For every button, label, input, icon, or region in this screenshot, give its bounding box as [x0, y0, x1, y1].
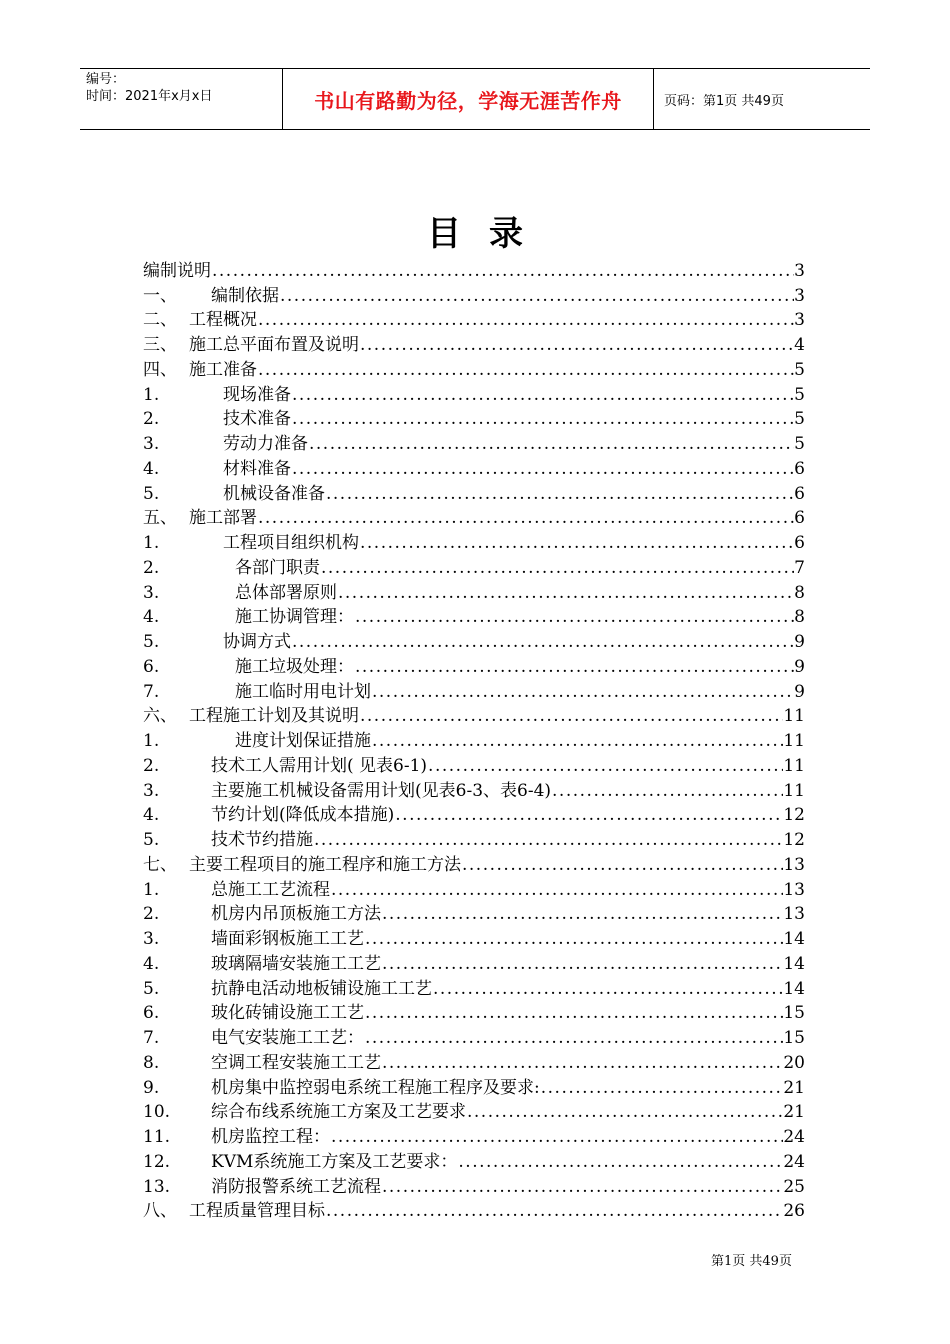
toc-item-title: 施工垃圾处理： — [235, 656, 354, 677]
toc-leader-dots — [371, 731, 783, 751]
toc-item[interactable] — [143, 801, 805, 826]
toc-item-number: 8. — [143, 1052, 160, 1073]
toc-item-title: 节约计划(降低成本措施) — [211, 805, 395, 826]
toc-item[interactable] — [143, 1073, 805, 1098]
toc-item-title: 机械设备准备 — [223, 483, 325, 504]
toc-item-title: 各部门职责 — [235, 557, 320, 578]
toc-item-title: 施工准备 — [189, 359, 257, 380]
toc-item[interactable] — [143, 900, 805, 925]
toc-leader-dots — [330, 880, 783, 900]
toc-item-number: 4. — [143, 458, 160, 479]
toc-item-title: 机房内吊顶板施工方法 — [211, 904, 381, 925]
toc-item-page: 9 — [794, 681, 805, 702]
toc-leader-dots — [354, 607, 794, 627]
toc-item-title: 空调工程安装施工工艺 — [211, 1052, 381, 1073]
toc-item[interactable] — [143, 726, 805, 751]
toc-item-page: 14 — [783, 929, 805, 949]
toc-item-number: 3. — [143, 780, 160, 801]
toc-item-page: 15 — [783, 1003, 805, 1024]
code-label: 编号： — [86, 72, 126, 87]
toc-leader-dots — [279, 286, 794, 306]
toc-leader-dots — [291, 409, 794, 429]
toc-item-number: 5. — [143, 483, 160, 504]
toc-item-page: 3 — [794, 260, 805, 281]
toc-item-page: 12 — [783, 830, 805, 850]
toc-item-page: 24 — [783, 1151, 805, 1172]
toc-item[interactable] — [143, 1023, 805, 1048]
toc-item-page: 11 — [783, 755, 805, 776]
toc-leader-dots — [432, 979, 783, 999]
toc-item-number: 7. — [143, 681, 160, 702]
toc-item-page: 6 — [794, 458, 805, 479]
toc-item-page: 4 — [794, 335, 805, 355]
toc-item-title: 玻化砖铺设施工工艺 — [211, 1003, 364, 1024]
toc-item-page: 25 — [783, 1176, 805, 1197]
toc-item-page: 8 — [794, 582, 805, 603]
toc-item-page: 6 — [794, 483, 805, 504]
toc-item[interactable] — [143, 355, 805, 380]
toc-item-page: 15 — [783, 1028, 805, 1048]
toc-item-page: 9 — [794, 632, 805, 652]
toc-leader-dots — [364, 929, 783, 949]
toc-item-title: 主要工程项目的施工程序和施工方法 — [189, 854, 461, 875]
toc-item-number: 1. — [143, 879, 160, 900]
toc-item-title: 施工协调管理： — [235, 607, 354, 628]
toc-item-title: 技术工人需用计划( 见表6-1) — [211, 755, 428, 776]
toc-item-title: 主要施工机械设备需用计划(见表6-3、表6-4) — [211, 780, 552, 801]
toc-item-title: 总施工工艺流程 — [211, 879, 330, 900]
toc-item[interactable] — [143, 1172, 805, 1197]
toc-item[interactable] — [143, 1048, 805, 1073]
toc-item-number: 2. — [143, 755, 160, 776]
toc-item[interactable] — [143, 256, 805, 281]
toc-item-number: 1. — [143, 731, 160, 751]
toc-item-number: 1. — [143, 533, 160, 553]
toc-item-number: 6. — [143, 1003, 160, 1024]
toc-item-number: 3. — [143, 582, 160, 603]
toc-item[interactable] — [143, 429, 805, 454]
toc-item[interactable] — [143, 924, 805, 949]
toc-item[interactable] — [143, 751, 805, 776]
toc-item-number: 八、 — [143, 1201, 177, 1222]
toc-item-title: 编制说明 — [143, 260, 211, 281]
toc-leader-dots — [381, 1053, 783, 1073]
toc-leader-dots — [257, 360, 794, 380]
toc-leader-dots — [381, 1177, 783, 1197]
toc-item-number: 4. — [143, 953, 160, 974]
toc-item-number: 五、 — [143, 508, 177, 529]
page-footer: 第1页 共49页 — [711, 1254, 792, 1269]
toc-item-page: 5 — [794, 384, 805, 405]
toc-item-number: 三、 — [143, 335, 177, 355]
toc-item-number: 七、 — [143, 854, 177, 875]
toc-item-title: 机房监控工程： — [211, 1127, 330, 1147]
toc-item-number: 二、 — [143, 310, 177, 331]
toc-item-page: 5 — [794, 359, 805, 380]
toc-leader-dots — [354, 657, 794, 677]
toc-item-page: 5 — [794, 434, 805, 454]
toc-item[interactable] — [143, 652, 805, 677]
toc-leader-dots — [359, 335, 794, 355]
toc-item[interactable] — [143, 281, 805, 306]
toc-item-number: 6. — [143, 656, 160, 677]
toc-leader-dots — [291, 632, 794, 652]
toc-item-number: 13. — [143, 1176, 171, 1197]
toc-item[interactable] — [143, 553, 805, 578]
toc-item-title: 施工临时用电计划 — [235, 681, 371, 702]
toc-leader-dots — [364, 1028, 783, 1048]
toc-item-number: 3. — [143, 929, 160, 949]
toc-leader-dots — [337, 583, 794, 603]
toc-item-title: 消防报警系统工艺流程 — [211, 1176, 381, 1197]
toc-item-page: 3 — [794, 285, 805, 306]
toc-leader-dots — [359, 533, 794, 553]
toc-item-page: 3 — [794, 310, 805, 331]
toc-item-number: 2. — [143, 557, 160, 578]
toc-item-page: 14 — [783, 978, 805, 999]
toc-item[interactable] — [143, 776, 805, 801]
toc-item[interactable] — [143, 380, 805, 405]
toc-leader-dots — [308, 434, 794, 454]
toc-item-page: 13 — [783, 854, 805, 875]
toc-item[interactable] — [143, 603, 805, 628]
toc-item-page: 21 — [783, 1102, 805, 1123]
toc-leader-dots — [381, 954, 783, 974]
toc-item-number: 5. — [143, 978, 160, 999]
date-label: 时间：2021年x月x日 — [86, 89, 213, 104]
toc-item-title: KVM系统施工方案及工艺要求： — [211, 1151, 458, 1172]
toc-item-number: 2. — [143, 409, 160, 430]
toc-leader-dots — [461, 855, 783, 875]
toc-item-page: 12 — [783, 805, 805, 826]
toc-item[interactable] — [143, 1197, 805, 1222]
toc-leader-dots — [457, 1152, 783, 1172]
toc-item[interactable] — [143, 306, 805, 331]
toc-item-page: 26 — [783, 1201, 805, 1222]
toc-item[interactable] — [143, 677, 805, 702]
toc-item-title: 材料准备 — [223, 458, 291, 479]
toc-item[interactable] — [143, 949, 805, 974]
toc-item-number: 5. — [143, 830, 160, 850]
page-title: 目录 — [427, 214, 551, 254]
toc-item[interactable] — [143, 1098, 805, 1123]
toc-item-title: 综合布线系统施工方案及工艺要求 — [211, 1102, 466, 1123]
toc-item-page: 6 — [794, 508, 805, 529]
toc-item-title: 工程概况 — [189, 310, 257, 331]
toc-leader-dots — [330, 1127, 783, 1147]
toc-item-title: 墙面彩钢板施工工艺 — [211, 929, 364, 949]
toc-item-page: 6 — [794, 533, 805, 553]
toc-item-number: 9. — [143, 1077, 160, 1098]
toc-item-page: 11 — [783, 780, 805, 801]
toc-item-page: 20 — [783, 1052, 805, 1073]
toc-item-title: 技术准备 — [223, 409, 291, 430]
toc-item[interactable] — [143, 974, 805, 999]
toc-item-title: 现场准备 — [223, 384, 291, 405]
toc-item[interactable] — [143, 825, 805, 850]
toc-item-number: 3. — [143, 434, 160, 454]
toc-item-title: 技术节约措施 — [211, 830, 313, 850]
toc-leader-dots — [257, 508, 794, 528]
toc-item-title: 抗静电活动地板铺设施工工艺 — [211, 978, 432, 999]
toc-item-page: 5 — [794, 409, 805, 430]
toc-item[interactable] — [143, 999, 805, 1024]
header-motto: 书山有路勤为径，学海无涯苦作舟 — [282, 69, 654, 129]
toc-item[interactable] — [143, 627, 805, 652]
toc-leader-dots — [540, 1078, 784, 1098]
toc-item-page: 14 — [783, 953, 805, 974]
toc-item-number: 4. — [143, 805, 160, 826]
header-page-info: 页码：第1页 共49页 — [664, 93, 784, 109]
toc-item-number: 四、 — [143, 359, 177, 380]
toc-item[interactable] — [143, 454, 805, 479]
toc-leader-dots — [371, 682, 794, 702]
toc-item[interactable] — [143, 578, 805, 603]
toc-item[interactable] — [143, 850, 805, 875]
toc-leader-dots — [381, 904, 783, 924]
toc-leader-dots — [291, 385, 794, 405]
toc-item-title: 进度计划保证措施 — [235, 731, 371, 751]
toc-item-title: 总体部署原则 — [235, 582, 337, 603]
toc-item-number: 六、 — [143, 706, 177, 727]
toc-item-title: 玻璃隔墙安装施工工艺 — [211, 953, 381, 974]
toc-item[interactable] — [143, 702, 805, 727]
toc-item-page: 8 — [794, 607, 805, 628]
page-header — [80, 68, 870, 130]
toc-item-number: 11. — [143, 1127, 171, 1147]
toc-item-title: 工程质量管理目标 — [189, 1201, 325, 1222]
toc-item-page: 21 — [783, 1077, 805, 1098]
toc-item-title: 机房集中监控弱电系统工程施工程序及要求: — [211, 1077, 540, 1098]
toc-item-title: 电气安装施工工艺： — [211, 1028, 364, 1048]
toc-item-title: 劳动力准备 — [223, 434, 308, 454]
toc-leader-dots — [313, 830, 783, 850]
toc-item-title: 协调方式 — [223, 632, 291, 652]
toc-item[interactable] — [143, 479, 805, 504]
toc-leader-dots — [325, 1201, 783, 1221]
toc-leader-dots — [320, 558, 794, 578]
toc-item-title: 编制依据 — [211, 285, 279, 306]
toc-leader-dots — [364, 1003, 783, 1023]
header-meta — [80, 69, 282, 129]
toc-item-page: 24 — [783, 1127, 805, 1147]
toc-leader-dots — [427, 756, 783, 776]
toc-item-number: 5. — [143, 632, 160, 652]
toc-item-number: 一、 — [143, 285, 177, 306]
toc-item-title: 工程施工计划及其说明 — [189, 706, 359, 727]
toc-item[interactable] — [143, 1122, 805, 1147]
toc-item[interactable] — [143, 330, 805, 355]
toc-item-page: 9 — [794, 656, 805, 677]
toc-leader-dots — [394, 805, 783, 825]
toc-item-number: 1. — [143, 384, 160, 405]
toc-leader-dots — [291, 459, 794, 479]
toc-leader-dots — [466, 1102, 783, 1122]
toc-item-number: 4. — [143, 607, 160, 628]
toc-leader-dots — [257, 310, 794, 330]
toc-item-page: 11 — [783, 706, 805, 727]
toc-item-number: 7. — [143, 1028, 160, 1048]
toc-item-title: 施工部署 — [189, 508, 257, 529]
toc-leader-dots — [211, 261, 794, 281]
toc-item-number: 2. — [143, 904, 160, 925]
toc-item[interactable] — [143, 875, 805, 900]
toc-item-page: 13 — [783, 904, 805, 925]
table-of-contents — [143, 256, 805, 1221]
toc-item-page: 11 — [783, 731, 805, 751]
toc-leader-dots — [359, 706, 783, 726]
toc-item-page: 13 — [783, 879, 805, 900]
toc-leader-dots — [551, 781, 783, 801]
toc-item-title: 施工总平面布置及说明 — [189, 335, 359, 355]
toc-item[interactable] — [143, 528, 805, 553]
toc-item-number: 12. — [143, 1151, 171, 1172]
toc-item-number: 10. — [143, 1102, 171, 1123]
toc-item[interactable] — [143, 1147, 805, 1172]
toc-leader-dots — [325, 484, 794, 504]
toc-item-page: 7 — [794, 557, 805, 578]
toc-item[interactable] — [143, 405, 805, 430]
toc-item-title: 工程项目组织机构 — [223, 533, 359, 553]
toc-item[interactable] — [143, 504, 805, 529]
